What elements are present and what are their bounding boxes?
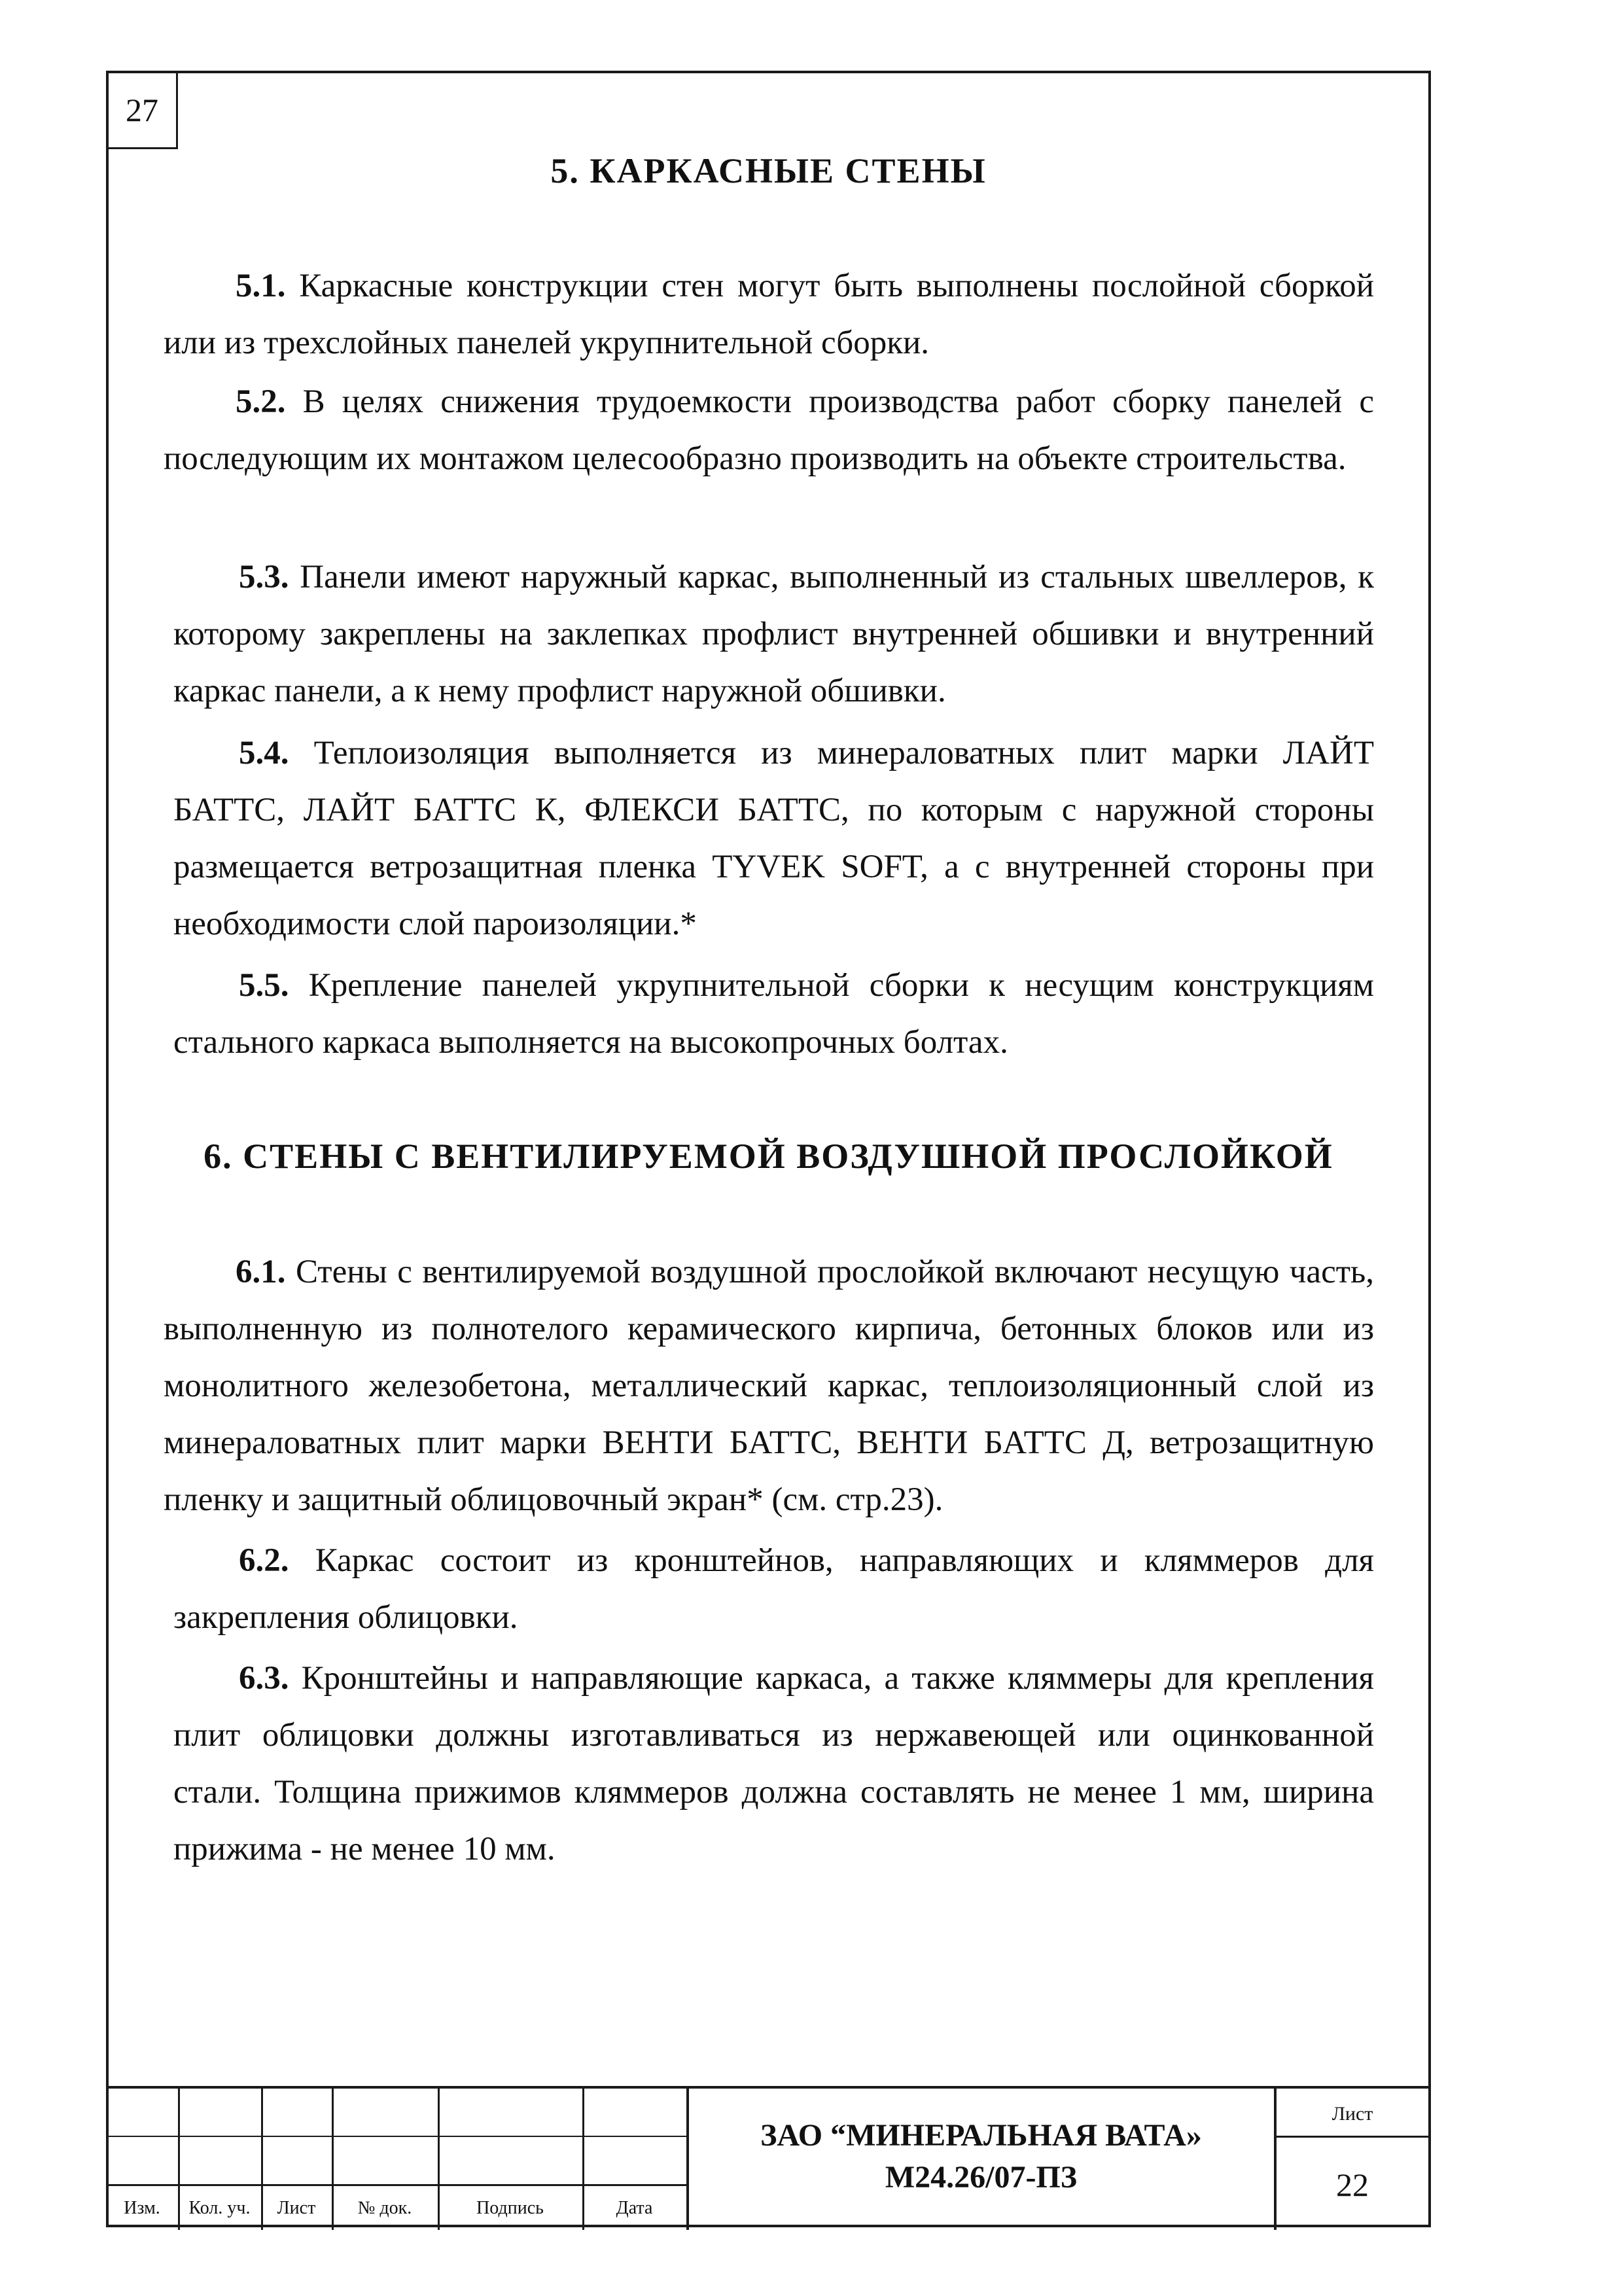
paragraph-text: Кронштейны и направляющие каркаса, а также кляммеры для крепления плит облицовки должны изготавливаться из нержавеющей или оцинкованной стали. Толщина прижимов кляммеров должна составлять не менее 1 мм, ширина прижима - не менее 10 мм. <box>173 1660 1374 1867</box>
paragraph-5-2 <box>164 374 1374 487</box>
paragraph-number: 6.2. <box>239 1542 289 1579</box>
col-list: Лист <box>277 2198 316 2218</box>
paragraph-text: Каркас состоит из кронштейнов, направляющих и кляммеров для закрепления облицовки. <box>173 1542 1374 1636</box>
paragraph-text: Теплоизоляция выполняется из минераловатных плит марки ЛАЙТ БАТТС, ЛАЙТ БАТТС К, ФЛЕКСИ БАТТС, по которым с наружной стороны размещается ветрозащитная пленка TYVEK SOFT, а с внутренней стороны при необходимости слой пароизоляции.* <box>173 735 1374 942</box>
sheet-label: Лист <box>1331 2103 1373 2125</box>
paragraph-number: 6.3. <box>239 1660 289 1697</box>
paragraph-5-3 <box>173 549 1374 720</box>
section-5-title: 5. КАРКАСНЫЕ СТЕНЫ <box>550 151 987 190</box>
page-corner-number: 27 <box>106 71 178 149</box>
paragraph-6-1 <box>164 1244 1374 1528</box>
paragraph-text: Панели имеют наружный каркас, выполненный из стальных швеллеров, к которому закреплены на заклепках профлист внутренней обшивки и внутренний каркас панели, а к нему профлист наружной обшивки. <box>173 559 1374 709</box>
col-signature: Подпись <box>476 2198 544 2218</box>
paragraph-number: 5.3. <box>239 559 289 595</box>
paragraph-text: В целях снижения трудоемкости производства работ сборку панелей с последующим их монтажом целесообразно производить на объекте строительства. <box>164 383 1374 477</box>
paragraph-number: 5.1. <box>236 268 286 304</box>
org-line-1: ЗАО “МИНЕРАЛЬНАЯ ВАТА» <box>760 2118 1202 2153</box>
paragraph-6-3 <box>173 1650 1374 1878</box>
paragraph-number: 5.5. <box>239 967 289 1004</box>
paragraph-number: 5.2. <box>236 383 286 420</box>
paragraph-number: 5.4. <box>239 735 289 771</box>
paragraph-5-5 <box>173 957 1374 1071</box>
organization-name <box>688 2115 1274 2199</box>
col-date: Дата <box>616 2198 653 2218</box>
paragraph-text: Каркасные конструкции стен могут быть выполнены послойной сборкой или из трехслойных панелей укрупнительной сборки. <box>164 268 1374 361</box>
paragraph-6-2 <box>173 1532 1374 1646</box>
title-block <box>106 2086 1431 2227</box>
paragraph-number: 6.1. <box>236 1254 286 1290</box>
col-izm: Изм. <box>124 2198 160 2218</box>
paragraph-text: Крепление панелей укрупнительной сборки к несущим конструкциям стального каркаса выполняется на высокопрочных болтах. <box>173 967 1374 1061</box>
document-code: М24.26/07-ПЗ <box>885 2160 1078 2195</box>
section-6-title: 6. СТЕНЫ С ВЕНТИЛИРУЕМОЙ ВОЗДУШНОЙ ПРОСЛОЙКОЙ <box>203 1137 1333 1176</box>
col-doc-num: № док. <box>357 2198 412 2218</box>
paragraph-text: Стены с вентилируемой воздушной прослойкой включают несущую часть, выполненную из полнотелого керамического кирпича, бетонных блоков или из монолитного железобетона, металлический каркас, теплоизоляционный слой из минераловатных плит марки ВЕНТИ БАТТС, ВЕНТИ БАТТС Д, ветрозащитную пленку и защитный облицовочный экран* (см. стр.23). <box>164 1254 1374 1518</box>
sheet-number: 22 <box>1336 2166 1369 2203</box>
paragraph-5-1 <box>164 258 1374 372</box>
col-kol-uch: Кол. уч. <box>188 2198 251 2218</box>
paragraph-5-4 <box>173 725 1374 953</box>
